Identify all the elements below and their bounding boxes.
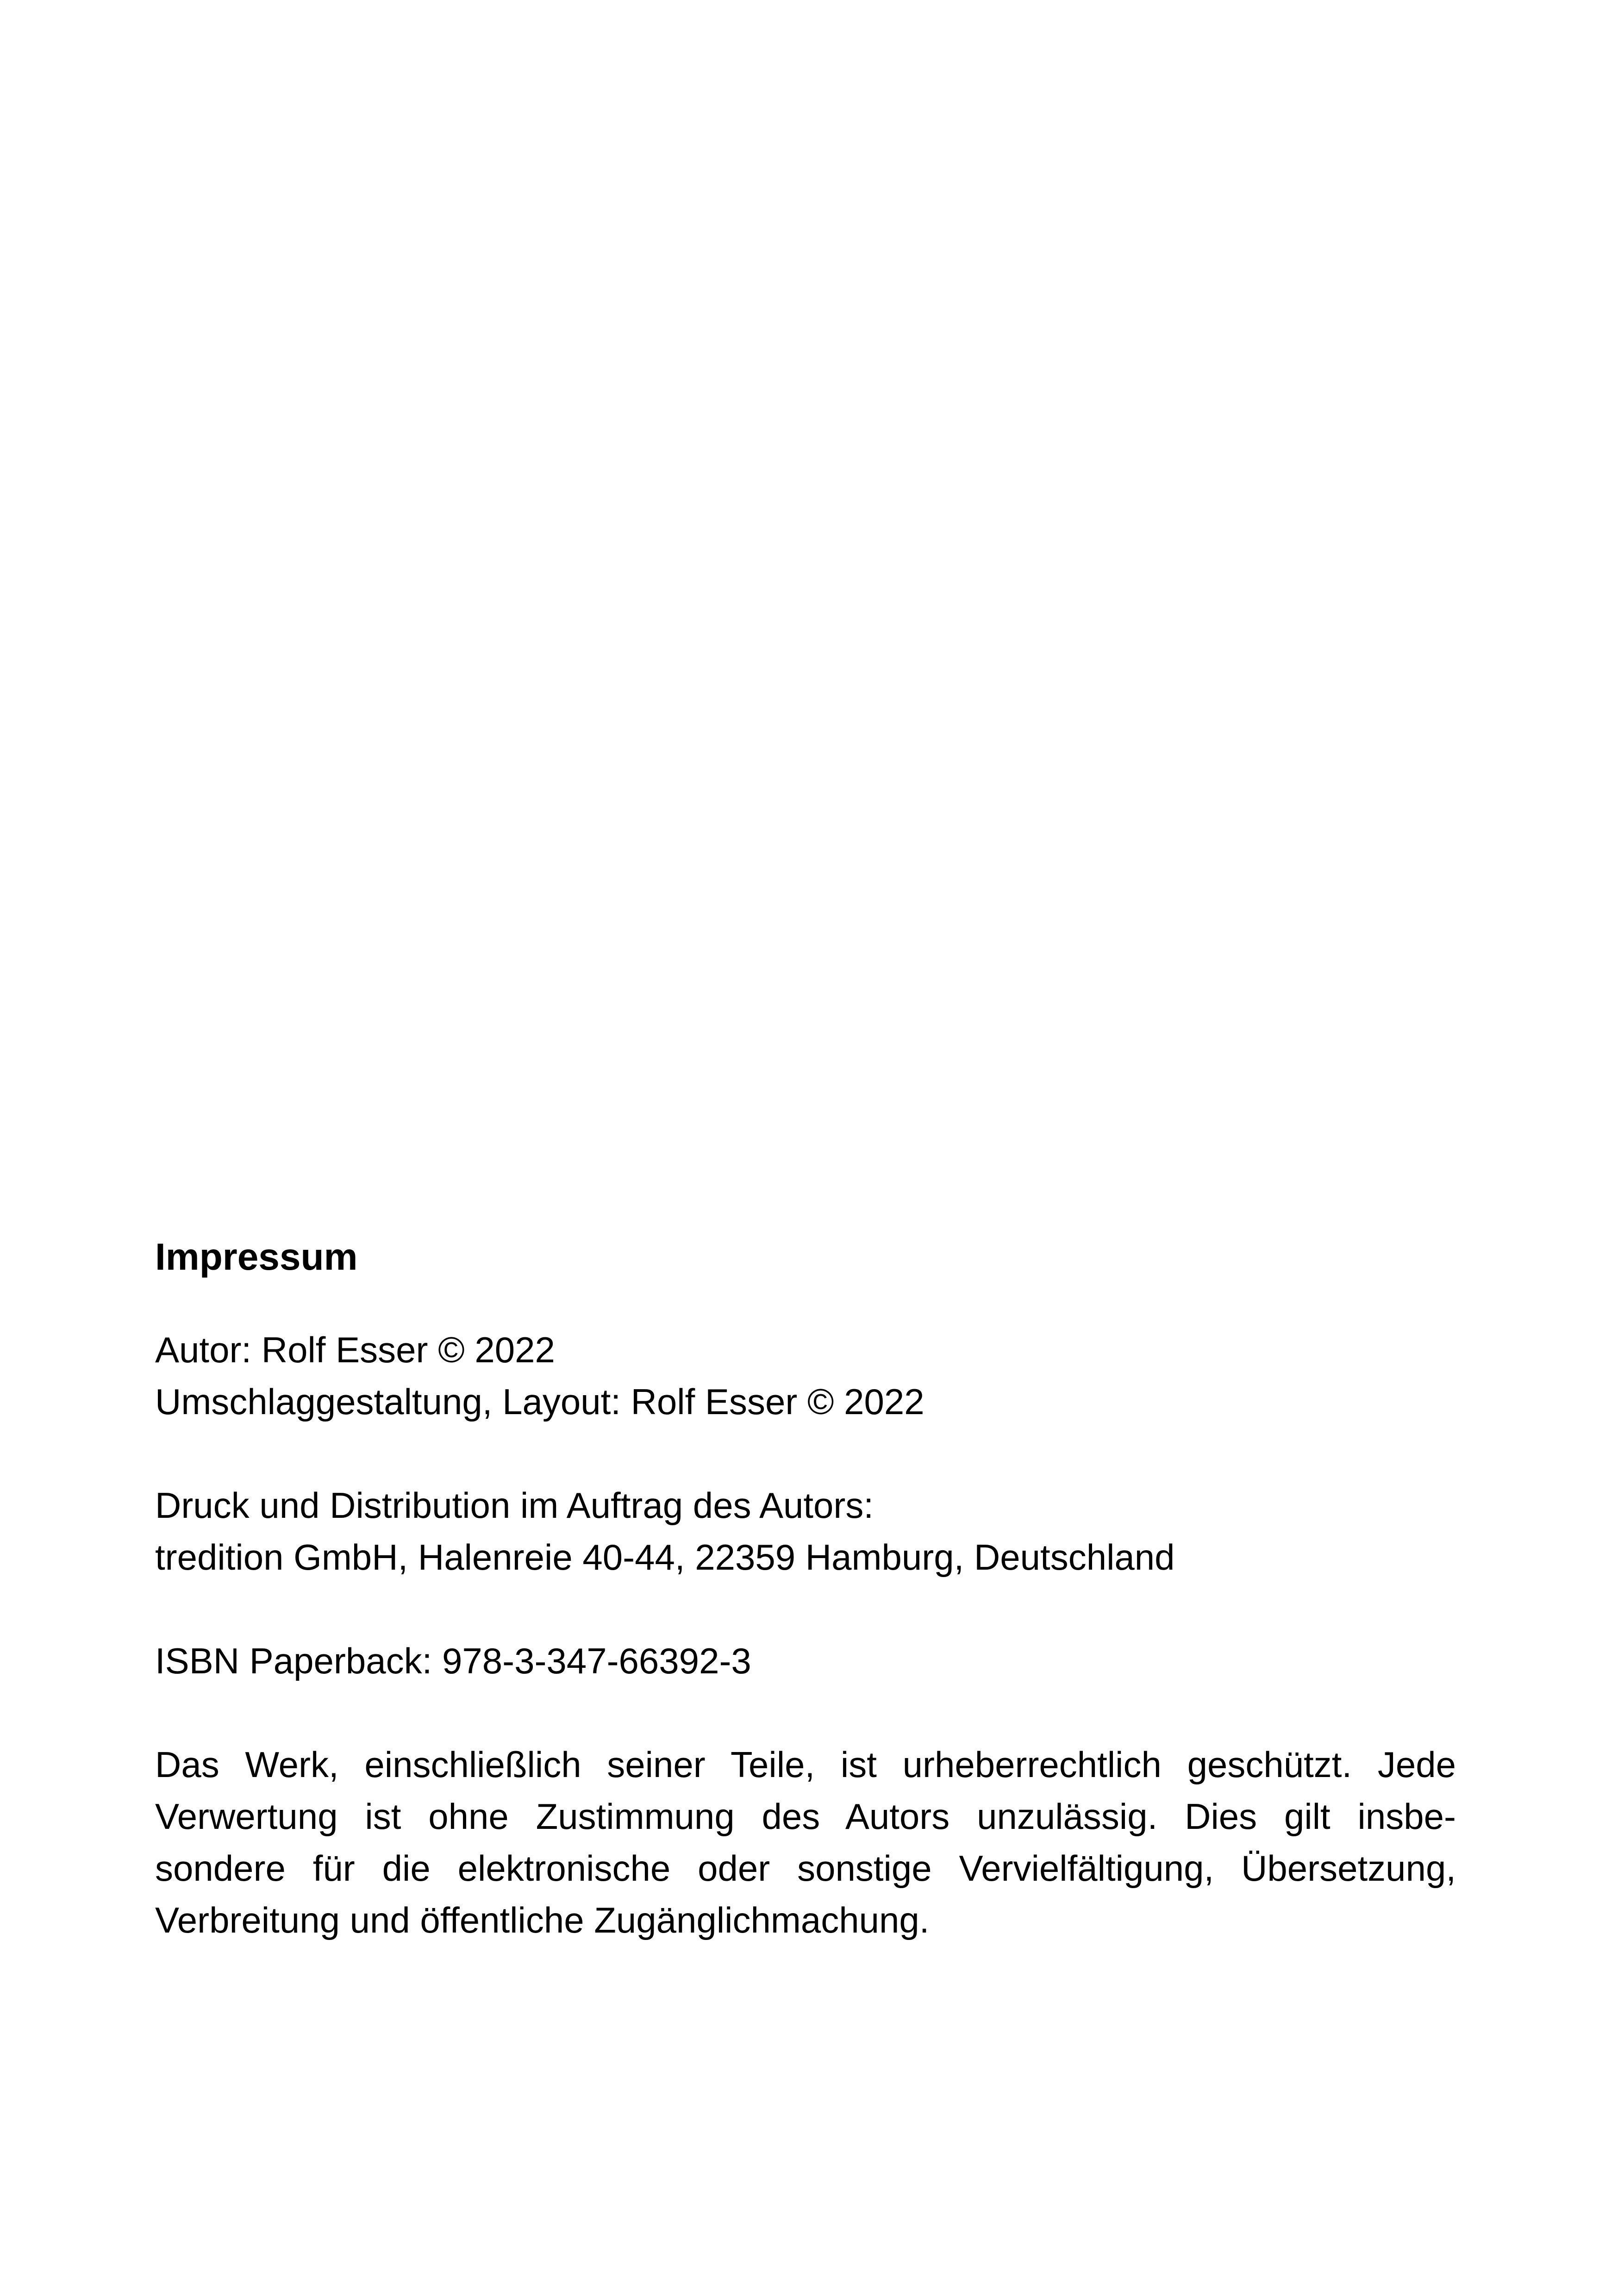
- copyright-notice: [155, 1739, 1456, 1946]
- imprint-heading: Impressum: [155, 1236, 358, 1278]
- copyright-notice-line: sondere für die elektronische oder sonstige Vervielfältigung, Übersetzung,: [155, 1848, 1456, 1889]
- isbn-number: ISBN Paperback: 978-3-347-66392-3: [155, 1640, 751, 1681]
- copyright-notice-line: Verbreitung und öffentliche Zugänglichmachung.: [155, 1900, 930, 1940]
- copyright-notice-line: Das Werk, einschließlich seiner Teile, ist urheberrechtlich geschützt. Jede: [155, 1744, 1456, 1785]
- publisher-address: tredition GmbH, Halenreie 40-44, 22359 Hamburg, Deutschland: [155, 1537, 1175, 1578]
- imprint-section: [155, 1231, 1456, 1946]
- author-credit: Autor: Rolf Esser © 2022: [155, 1329, 555, 1370]
- cover-layout-credit: Umschlaggestaltung, Layout: Rolf Esser © 2022: [155, 1381, 924, 1422]
- distribution-intro: Druck und Distribution im Auftrag des Autors:: [155, 1485, 874, 1526]
- isbn-block: [155, 1635, 1456, 1687]
- copyright-notice-line: Verwertung ist ohne Zustimmung des Autors unzulässig. Dies gilt insbe-: [155, 1796, 1456, 1837]
- credits-block: [155, 1324, 1456, 1428]
- distribution-block: [155, 1479, 1456, 1583]
